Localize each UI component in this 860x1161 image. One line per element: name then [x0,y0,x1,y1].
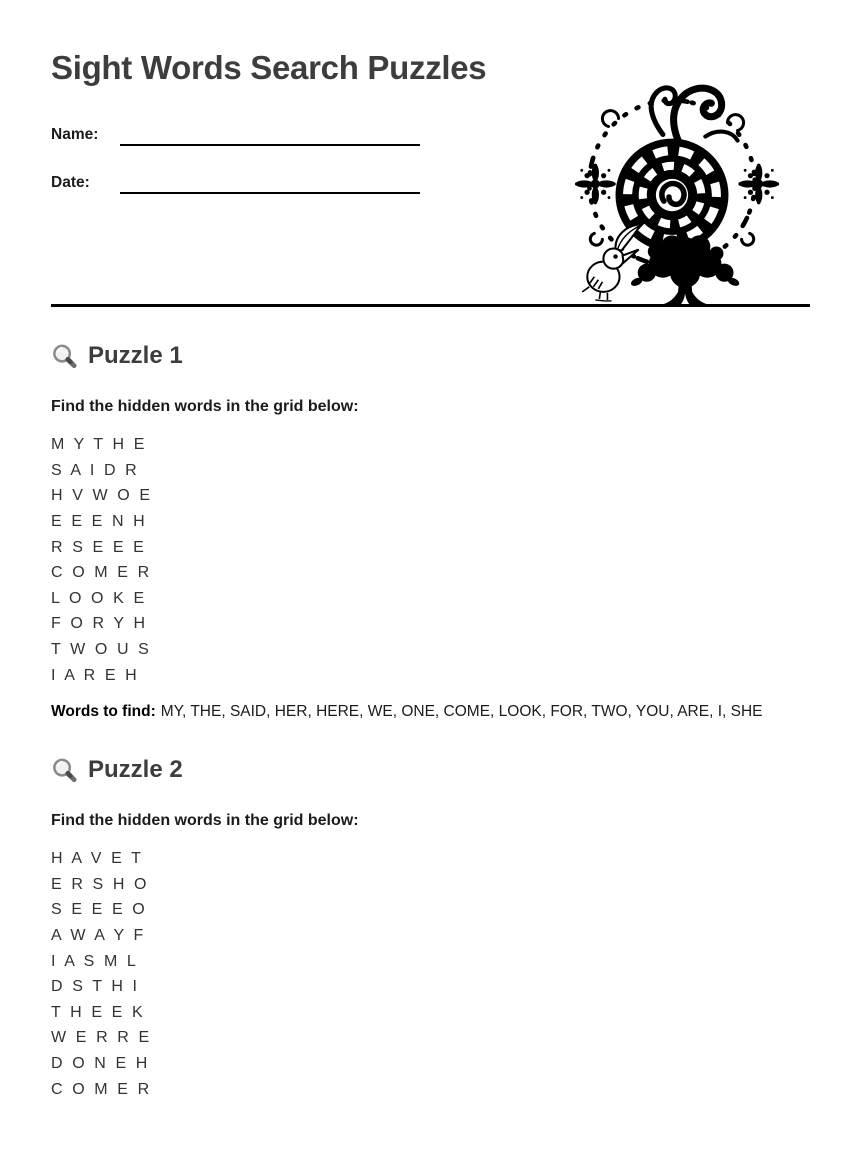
grid-row: I A S M L [51,952,139,970]
grid-row: H A V E T [51,850,144,868]
grid-row: E E E N H [51,513,148,530]
puzzle-1-instruction: Find the hidden words in the grid below: [51,398,359,416]
grid-row: L O O K E [51,589,147,607]
grid-row: E R S H O [51,875,150,893]
puzzle-2-heading [51,754,810,786]
puzzle-2-title: Puzzle 2 [88,756,183,784]
grid-row: R S E E E [51,538,147,556]
date-label: Date: [51,174,90,192]
grid-row: C O M E R [51,564,152,582]
puzzle-1-heading [51,340,810,372]
grid-row: F O R Y H [51,615,148,633]
name-label: Name: [51,126,99,144]
grid-row: H V W O E [51,487,153,505]
grid-row: T H E E K [51,1003,146,1021]
page-title: Sight Words Search Puzzles [51,49,487,86]
puzzle-1-title: Puzzle 1 [88,342,183,370]
puzzle-1-letter-grid [51,432,810,688]
decorative-ornament-image [558,72,786,306]
grid-row: C O M E R [51,1080,152,1098]
name-blank-line [120,122,420,146]
date-blank-line [120,170,420,194]
puzzle-2-letter-grid [51,846,810,1102]
grid-row: W E R R E [51,1029,152,1047]
grid-row: M Y T H E [51,436,148,454]
words-to-find-list: MY, THE, SAID, HER, HERE, WE, ONE, COME, LOOK, FOR, TWO, YOU, ARE, I, SHE [160,703,763,721]
grid-row: I A R E H [51,666,140,684]
puzzle-1-words-to-find [51,703,810,721]
magnifying-glass-icon [51,343,78,370]
grid-row: A W A Y F [51,926,146,944]
puzzle-2-instruction: Find the hidden words in the grid below: [51,812,359,830]
grid-row: S A I D R [51,461,140,479]
words-to-find-label: Words to find: [51,703,156,721]
grid-row: S E E E O [51,901,148,919]
grid-row: D S T H I [51,978,140,996]
magnifying-glass-icon [51,757,78,784]
grid-row: T W O U S [51,640,152,658]
grid-row: D O N E H [51,1054,150,1072]
